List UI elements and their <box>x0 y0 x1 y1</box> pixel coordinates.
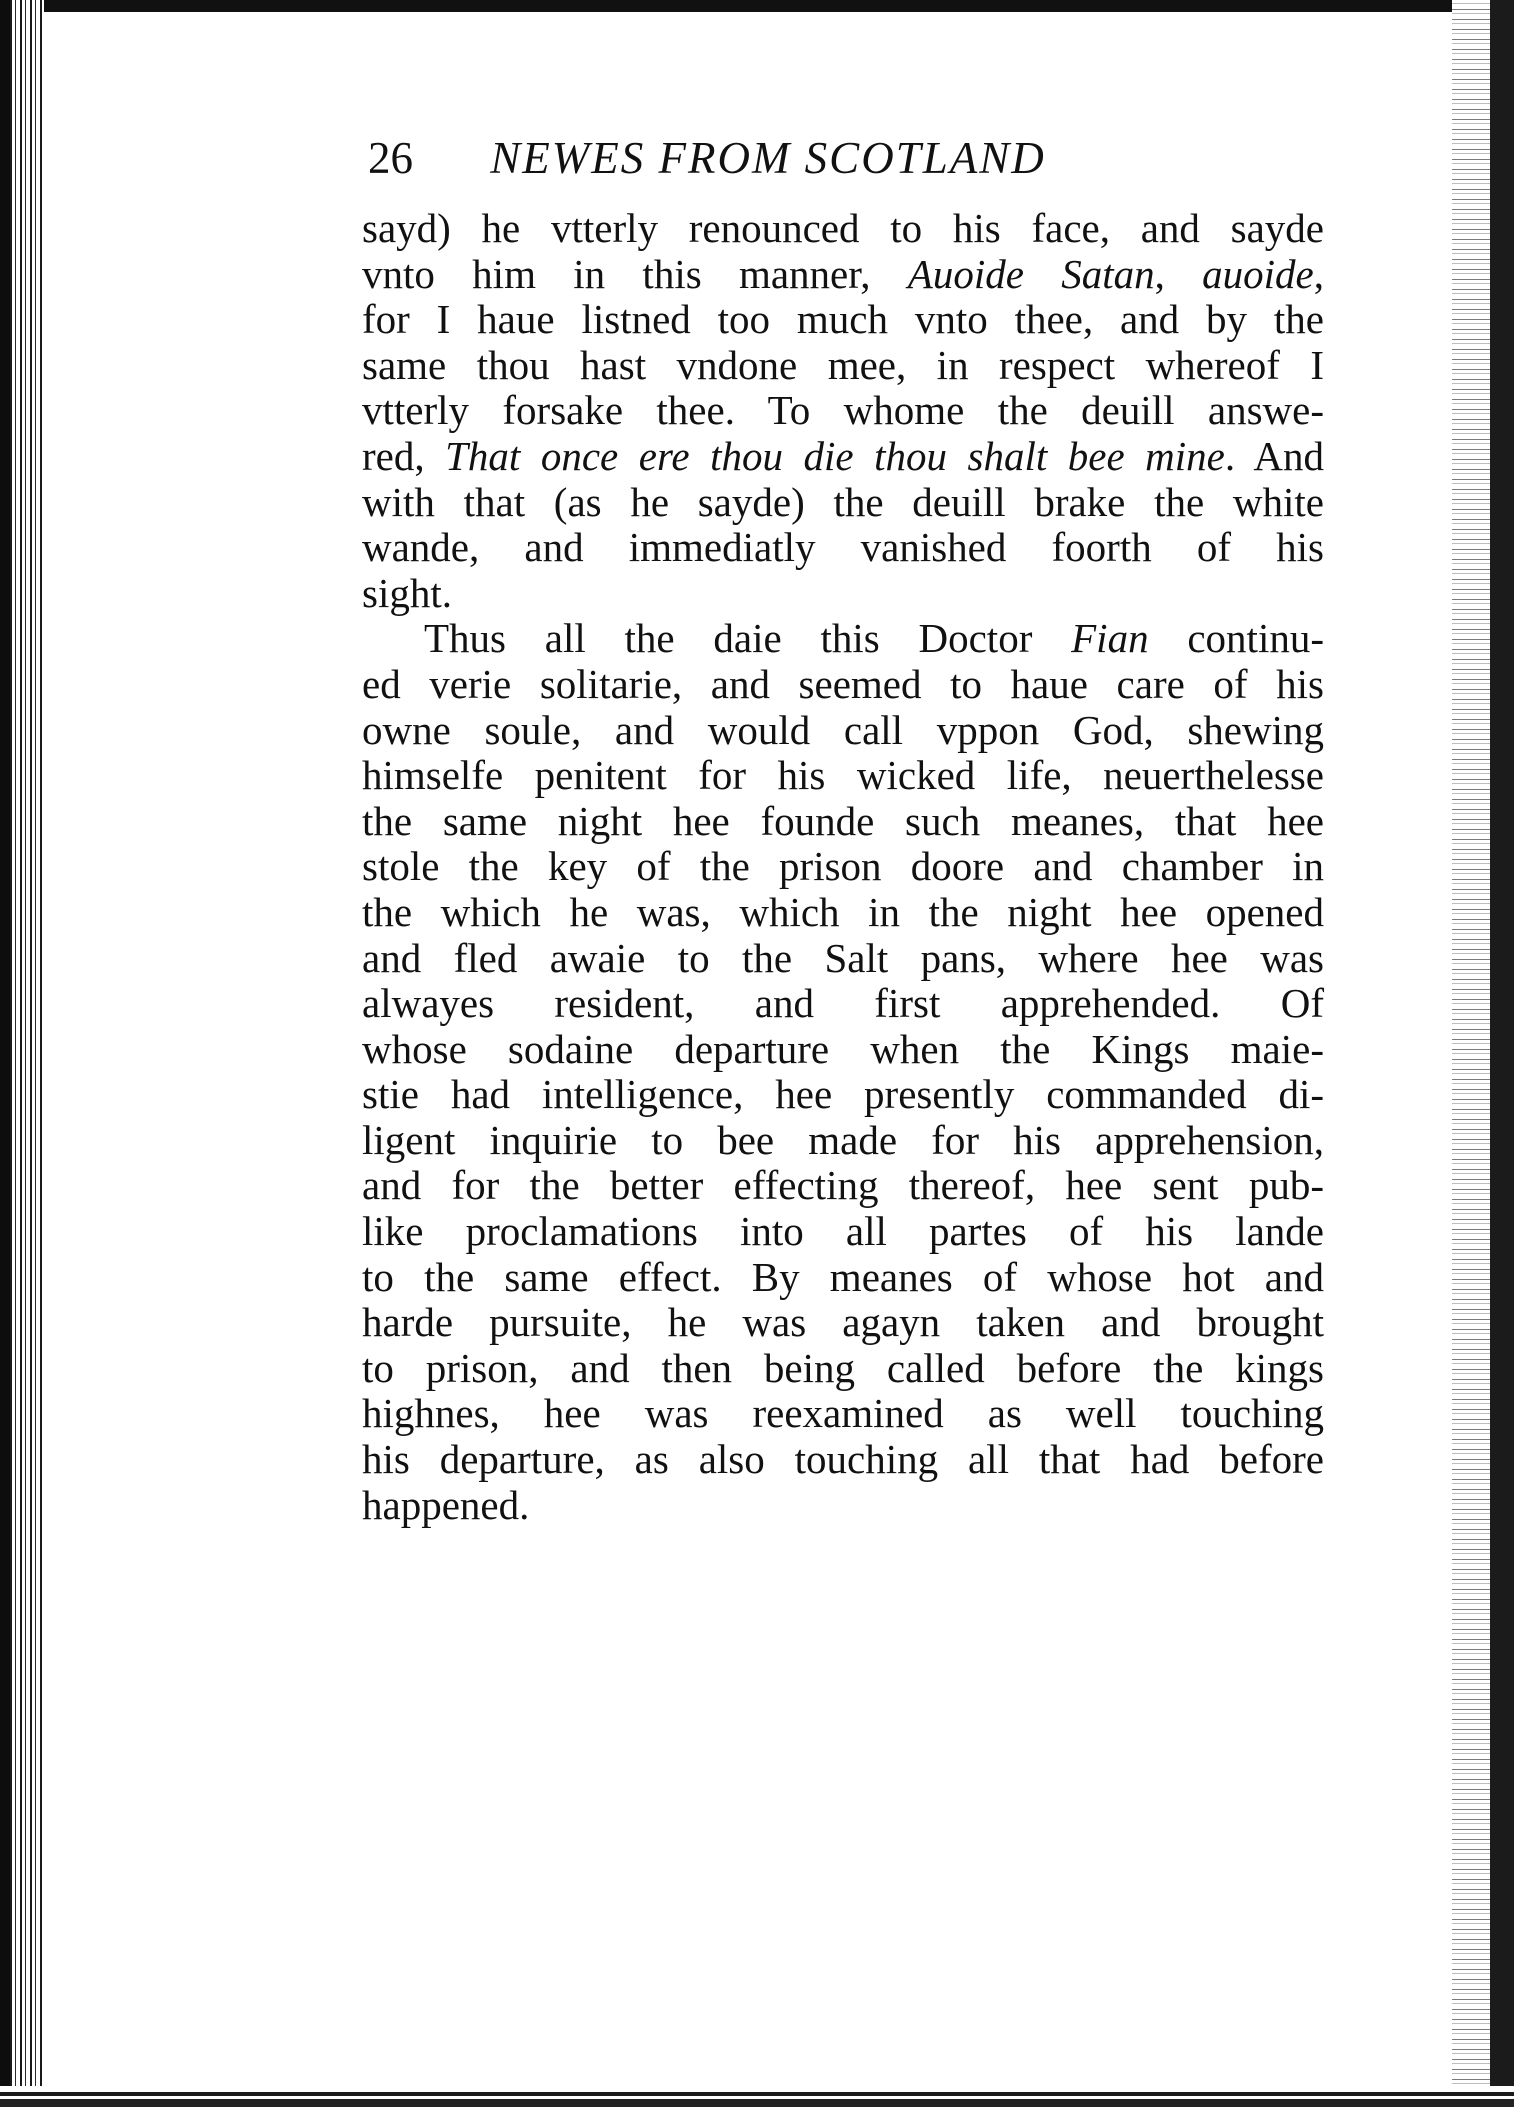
text-segment: alwayes resident, and first apprehended. Of <box>362 980 1324 1027</box>
text-line <box>362 753 1324 799</box>
text-line <box>362 1118 1324 1164</box>
scan-edge-right-dark <box>1490 0 1514 2107</box>
italic-segment: Fian <box>1071 615 1149 662</box>
text-line <box>362 844 1324 890</box>
text-segment: . And <box>1224 432 1324 479</box>
text-segment: stie had intelligence, hee presently commanded di- <box>362 1071 1324 1118</box>
text-line <box>362 936 1324 982</box>
page-header <box>368 128 1208 188</box>
text-line <box>362 252 1324 298</box>
text-line <box>362 890 1324 936</box>
text-line <box>362 343 1324 389</box>
text-segment: and for the better effecting thereof, hee sent pub- <box>362 1162 1324 1209</box>
text-line <box>362 1346 1324 1392</box>
text-segment: whose sodaine departure when the Kings maie- <box>362 1025 1324 1072</box>
text-line <box>362 1255 1324 1301</box>
text-line <box>362 1437 1324 1483</box>
scan-edge-left-solid <box>0 0 10 2107</box>
text-segment: Thus all the daie this Doctor <box>424 615 1072 662</box>
text-segment: like proclamations into all partes of his lande <box>362 1208 1324 1255</box>
scan-edge-top <box>0 0 1514 12</box>
text-line <box>362 1300 1324 1346</box>
text-line <box>362 616 1324 662</box>
body-text <box>362 206 1324 1528</box>
text-segment: sayd) he vtterly renounced to his face, and sayde <box>362 205 1324 251</box>
text-line <box>362 525 1324 571</box>
text-line <box>362 206 1324 252</box>
text-line <box>362 799 1324 845</box>
text-segment: stole the key of the prison doore and chamber in <box>362 843 1324 890</box>
text-segment: to the same effect. By meanes of whose hot and <box>362 1253 1324 1300</box>
text-line <box>362 434 1324 480</box>
page-number: 26 <box>368 133 413 183</box>
text-line <box>362 571 1324 617</box>
text-segment: himselfe penitent for his wicked life, neuerthelesse <box>362 752 1324 799</box>
scan-edge-bottom <box>0 2086 1514 2107</box>
text-segment: , <box>1313 250 1324 297</box>
text-segment: vtterly forsake thee. To whome the deuill answe- <box>362 387 1324 434</box>
text-segment: continu- <box>1148 615 1324 662</box>
text-segment: same thou hast vndone mee, in respect whereof I <box>362 341 1324 388</box>
text-segment: red, <box>362 432 446 479</box>
text-line <box>362 388 1324 434</box>
text-segment: with that (as he sayde) the deuill brake the white <box>362 478 1324 525</box>
text-line <box>362 1391 1324 1437</box>
text-segment: vnto him in this manner, <box>362 250 908 297</box>
text-segment: his departure, as also touching all that had before <box>362 1436 1324 1483</box>
text-line <box>362 1209 1324 1255</box>
text-segment: owne soule, and would call vppon God, shewing <box>362 706 1324 753</box>
text-segment: the which he was, which in the night hee opened <box>362 888 1324 935</box>
text-line <box>362 297 1324 343</box>
text-segment: to prison, and then being called before the kings <box>362 1344 1324 1391</box>
text-segment: the same night hee founde such meanes, that hee <box>362 797 1324 844</box>
text-line <box>362 708 1324 754</box>
text-segment: for I haue listned too much vnto thee, and by the <box>362 296 1324 343</box>
text-line <box>362 1163 1324 1209</box>
text-line <box>362 1072 1324 1118</box>
text-segment: sight. <box>362 569 452 616</box>
italic-segment: That once ere thou die thou shalt bee mine <box>445 432 1225 479</box>
text-segment: ed verie solitarie, and seemed to haue care of his <box>362 660 1324 707</box>
text-segment: wande, and immediatly vanished foorth of his <box>362 524 1324 571</box>
text-segment: and fled awaie to the Salt pans, where hee was <box>362 934 1324 981</box>
text-line <box>362 981 1324 1027</box>
running-title: NEWES FROM SCOTLAND <box>490 133 1046 183</box>
text-segment: ligent inquirie to bee made for his apprehension, <box>362 1116 1324 1163</box>
text-segment: harde pursuite, he was agayn taken and brought <box>362 1299 1324 1346</box>
italic-segment: auoide <box>1202 250 1314 297</box>
text-line <box>362 1483 1324 1529</box>
text-line <box>362 480 1324 526</box>
text-segment: , <box>1154 250 1203 297</box>
italic-segment: Auoide Satan <box>907 250 1155 297</box>
text-segment: happened. <box>362 1481 530 1528</box>
text-line <box>362 662 1324 708</box>
text-segment: highnes, hee was reexamined as well touching <box>362 1390 1324 1437</box>
text-line <box>362 1027 1324 1073</box>
